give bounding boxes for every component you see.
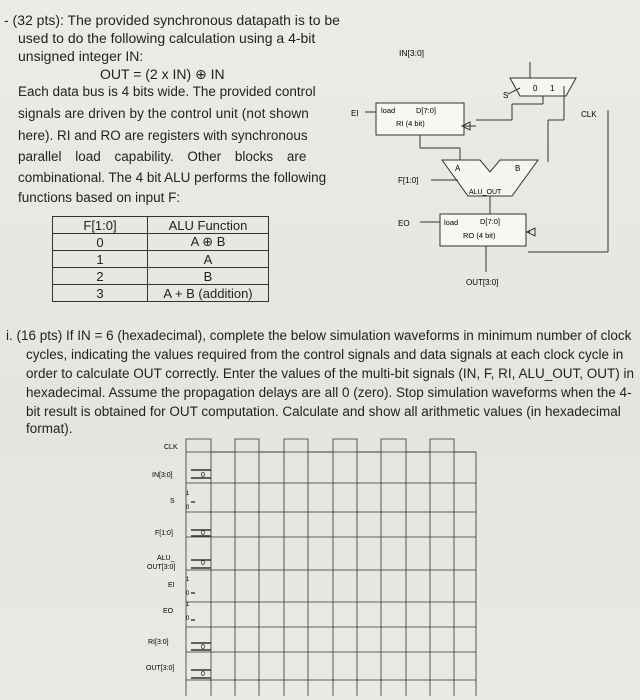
body-line-2: signals are driven by the control unit (not shown: [18, 106, 309, 121]
body-line-6: functions based on input F:: [18, 190, 181, 205]
problem-header-line-1: - (32 pts): The provided synchronous datapath is to be: [4, 12, 340, 28]
formula: OUT = (2 x IN) ⊕ IN: [100, 66, 225, 82]
body-line-1: Each data bus is 4 bits wide. The provided control: [18, 84, 316, 99]
question-line-4: hexadecimal. Assume the propagation delays are all 0 (zero). Stop simulation waveforms when the 4-: [26, 385, 632, 400]
question-line-2: cycles, indicating the values required from the control signals and data signals at each clock cycle in: [26, 347, 624, 362]
mux-input-0-label: 0: [533, 84, 538, 93]
ei-low-marker: 0: [186, 591, 190, 597]
ei-high-marker: 1: [186, 577, 190, 583]
table-cell-function: A: [148, 251, 269, 268]
initial-value-out: 0: [201, 671, 205, 678]
eo-label: EO: [398, 219, 410, 228]
mux-input-1-label: 1: [550, 84, 555, 93]
ei-label: EI: [351, 109, 359, 118]
problem-header-line-3: unsigned integer IN:: [18, 48, 144, 64]
alu-out-label: ALU_OUT: [469, 189, 502, 196]
s-low-marker: 0: [186, 505, 190, 511]
f-label: F[1:0]: [398, 176, 419, 185]
signal-label-clk: CLK: [164, 444, 178, 451]
signal-label-s: S: [170, 498, 175, 505]
waveform-grid: [0, 430, 640, 700]
signal-label-alu-out-line1: ALU_: [157, 555, 175, 562]
question-line-6: format).: [26, 421, 73, 436]
question-line-1: i. (16 pts) If IN = 6 (hexadecimal), complete the below simulation waveforms in minimum number of clock: [6, 328, 632, 343]
out-label: OUT[3:0]: [466, 278, 499, 287]
question-line-5: bit result is obtained for OUT computation. Calculate and show all arithmetic values (in hexadecimal: [26, 404, 621, 419]
initial-value-alu-out: 0: [201, 560, 205, 567]
ro-name-label: RO (4 bit): [463, 231, 496, 240]
body-line-3: here). RI and RO are registers with synchronous: [18, 128, 308, 143]
ri-name-label: RI (4 bit): [396, 119, 425, 128]
body-line-4: parallel load capability. Other blocks are: [18, 149, 307, 164]
ri-d-label: D[7:0]: [416, 106, 437, 115]
signal-label-ri: RI[3:0]: [148, 639, 169, 646]
alu-b-label: B: [515, 164, 521, 173]
signal-label-in: IN[3:0]: [152, 472, 173, 479]
table-header-function: ALU Function: [148, 217, 269, 234]
s-label: S: [503, 91, 509, 100]
initial-value-f: 0: [201, 530, 205, 537]
eo-high-marker: 1: [186, 602, 190, 608]
signal-label-eo: EO: [163, 608, 174, 615]
signal-label-alu-out-line2: OUT[3:0]: [147, 564, 176, 571]
table-cell-f: 2: [53, 268, 148, 285]
signal-label-f: F[1:0]: [155, 530, 173, 537]
alu-a-label: A: [455, 164, 461, 173]
s-high-marker: 1: [186, 491, 190, 497]
signal-label-ei: EI: [168, 582, 175, 589]
table-header-f: F[1:0]: [53, 217, 148, 234]
ro-load-label: load: [444, 218, 459, 227]
ro-d-label: D[7:0]: [480, 217, 501, 226]
initial-value-ri: 0: [201, 644, 205, 651]
table-cell-function: A ⊕ B: [148, 234, 269, 251]
clk-waveform: [186, 439, 476, 452]
signal-label-out: OUT[3:0]: [146, 665, 175, 672]
in-label: IN[3:0]: [399, 48, 425, 58]
datapath-diagram: [0, 0, 640, 320]
problem-header-line-2: used to do the following calculation using a 4-bit: [18, 30, 316, 46]
body-line-5: combinational. The 4 bit ALU performs the following: [18, 170, 327, 185]
ri-load-label: load: [381, 106, 396, 115]
clk-label: CLK: [581, 110, 597, 119]
table-cell-function: A + B (addition): [148, 285, 269, 302]
table-cell-function: B: [148, 268, 269, 285]
table-cell-f: 1: [53, 251, 148, 268]
initial-value-in: 0: [201, 472, 205, 479]
question-line-3: order to calculate OUT correctly. Enter the values of the multi-bit signals (IN, F, RI, ALU_OUT, OUT) in: [26, 366, 634, 381]
table-cell-f: 0: [53, 234, 148, 251]
table-cell-f: 3: [53, 285, 148, 302]
eo-low-marker: 0: [186, 616, 190, 622]
